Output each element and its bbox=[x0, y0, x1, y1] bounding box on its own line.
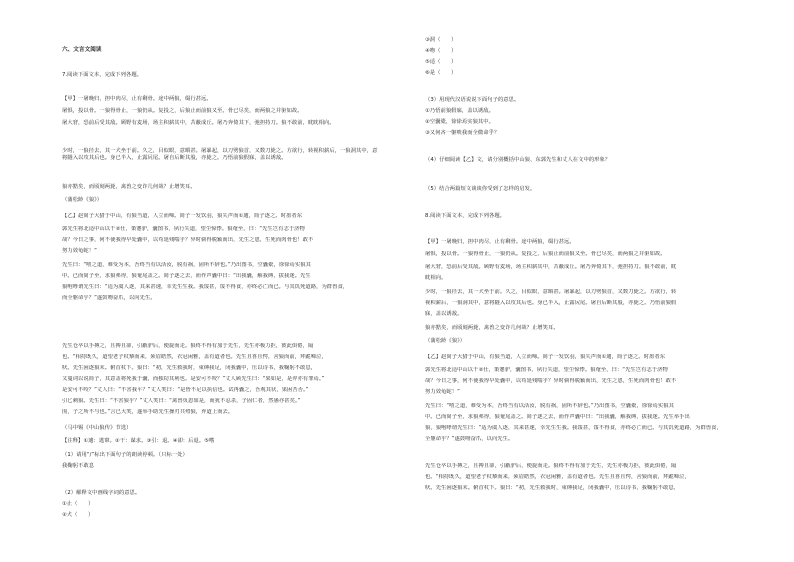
passage-yi-line: 又蔓词以说简子，其意盖将死我于囊，而独窃其利也。是安可不咬？”丈人顾先生曰：“果如是，是羿亦有罪焉。” bbox=[62, 376, 325, 382]
passage-jia-line: 视积薪后，一狼洞其中，意将隧入以攻其后也。身已半入，止露尻尾。屠自后断其股，亦毙之。乃悟前狼假 bbox=[425, 300, 677, 306]
section-title: 六、文言文阅读 bbox=[62, 47, 102, 53]
passage-yi-line: 吠。先生困逐狼末。俯首杖下。狼曰：“初，先生救我时，束缚我足，闭我囊中，压以诗书，我鞠躬不敢息， bbox=[62, 365, 317, 371]
passage-yi-line: 哉？今日之事，何不使我得早处囊中，以苟延残喘乎？异时倘得脱颖而出，先生之恩，生死而肉骨也！敢不 bbox=[62, 237, 314, 243]
passage-yi-line: 而全躯命乎？”遂鼓吻奋爪，以向先生。 bbox=[62, 295, 156, 301]
passage-jia-line: 狼亦黠矣，而顷刻两毙，禽兽之变诈几何哉？止增笑耳。 bbox=[62, 184, 196, 190]
passage-jia-line: 【甲】一屠晚归，担中肉尽，止有剩骨。途中两狼，缀行甚远。 bbox=[425, 239, 575, 245]
passage-jia-line: 屠惧，投以骨。一狼得骨止，一狼仍从。复投之，后狼止而前狼又至。骨已尽矣，而两狼之并驱如故。 bbox=[425, 251, 666, 257]
passage-yi-line: 努力效龟蛇！” bbox=[425, 389, 460, 395]
q3-item: ③又何吝一躯啖我而全微命乎？ bbox=[425, 130, 500, 136]
passage-jia-line: 屠大窘，恐前后受其敌。顾野有麦场，场主积薪其中，苫蔽成丘。屠乃奔倚其下，弛担持刀。狼不敢前，眈 bbox=[425, 264, 677, 270]
passage-yi-line: 先生曰：“嘻之道，难受为本，吾终当有以活汝，脱有祸，固所不辞也。”乃出图书，空囊橐，徐徐焉实狼其 bbox=[425, 403, 674, 409]
passage-jia-line: 眈相向。 bbox=[425, 275, 447, 281]
passage-yi-line: 先生仓卒以手搏之，且搏且卻，引蔽驴后，便旋而走。狼终不得有加于先生，先生亦极力拒，彼此俱倦，隔 bbox=[425, 463, 677, 469]
passage-yi-line: 【乙】赵简子大猎于中山，有狼当道，人立而啼。简子一发饮羽，狼失声而①逋，简子逐之。时墨者东 bbox=[425, 354, 666, 360]
q1-text: （1）请用“/”标出下面句子的朗读停顿。（只标一处） bbox=[62, 452, 188, 458]
passage-yi-line: 先生曰：“嘻之道，难受为本，吾终当有以活汝，脱有祸，固所不辞也。”乃出图书，空囊橐，徐徐焉实狼其 bbox=[62, 262, 311, 268]
passage-yi-line: 郭先生将北适中山以干②仕，策蹇驴，囊图书，夙行失道，望尘惊悸。狼奄至，曰：“先生岂有志于济物 bbox=[62, 226, 305, 232]
passage-yi-line: 围，子之所不与也。”言已大笑，遂举手助先生操刃共殪狼，弃道上而去。 bbox=[62, 409, 234, 415]
q2-text: （2）解释文中画线字词的意思。 bbox=[62, 490, 141, 496]
q7-prompt: 7.阅读下面文本，完成下列各题。 bbox=[62, 72, 143, 78]
passage-yi-line: 狼咆哮谓先生曰：“适为虞人逐，其来甚速，幸先生生我。我馁甚，馁不得食，亦终必亡而已。与其饥死道路，为群兽食， bbox=[62, 284, 349, 290]
passage-yi-line: 狼，狼咆哮谓先生曰：“适为虞人逐，其来甚速，幸先生生我。我馁甚，馁不得食，亦终必亡而已。与其饥死道路，为群兽食， bbox=[425, 425, 722, 431]
annotation-notes: 【注释】①逋：逃窜。②干：谋求。③引：退。④卻：后退。⑤嗜 bbox=[62, 438, 215, 444]
passage-yi-line: 先生仓卒以手搏之，且搏且卻，引蔽驴后，便旋而走。狼终不得有加于先生，先生亦极力拒，彼此俱倦，隔 bbox=[62, 343, 314, 349]
q5-text: （5）结合两篇短文谈谈你受到了怎样的启发。 bbox=[425, 186, 536, 192]
passage-jia-line: 少时，一狼径去，其一犬坐于前。久之，目似瞑，意暇甚。屠暴起，以刀劈狼首，又数刀毙之。方欲行，转视积薪后，一狼洞其中，意将隧入以攻其后也。身已半入，止露尻尾。屠自后断其股，亦毙之。乃悟前狼假寐，盖以诱敌。 bbox=[62, 148, 378, 161]
q2-item: ②犬（ ） bbox=[62, 512, 94, 518]
left-column bbox=[0, 0, 396, 562]
q1-sentence: 我鞠躬不敢息 bbox=[62, 463, 95, 469]
q2-item: ⑤适（ ） bbox=[425, 59, 457, 65]
right-column bbox=[398, 0, 794, 562]
passage-yi-line: 努力效龟蛇！” bbox=[62, 248, 97, 254]
q4-text: （4）仔细阅读【乙】文，请分别概括中山狼、东郭先生和丈人在文中的形象？ bbox=[425, 157, 611, 163]
q3-item: ①乃悟前狼假寐，盖以诱敌。 bbox=[425, 108, 494, 114]
passage-jia-line: 屠惧，投以骨。一狼得骨止，一狼仍从。复投之，后狼止而前狼又至。骨已尽矣，而两狼之并驱如故。 bbox=[62, 108, 303, 114]
q2-item: ③洞（ ） bbox=[425, 37, 457, 43]
passage-yi-line: 【乙】赵简子大猎于中山，有狼当道，人立而啼。简子一发饮羽，狼失声而①逋，简子逐之。时墨者东 bbox=[62, 213, 303, 219]
passage-yi-line: 哉？今日之事，何不使我得早处囊中，以苟延残喘乎？异时倘得脱颖而出，先生之恩，生死而肉骨也！敢不 bbox=[425, 378, 677, 384]
passage-yi-line: 中。已而简子至，求狼弗得，狼奄尾盖之。简子逐之去，而作声囊中曰：“出我囊，解我缚，拔我迷。先生举手出 bbox=[425, 414, 690, 420]
passage-yi-line: 中。已而简子至，求狼弗得，狼奄尾盖之。简子逐之去，而作声囊中曰：“出我囊，解我缚，拔我迷。先生 bbox=[62, 273, 311, 279]
passage-jia-line: 狼亦黠矣，而顷刻两毙，禽兽之变诈几何哉？止增笑耳。 bbox=[425, 325, 559, 331]
passage-jia-line: 少时，一狼径去，其一犬坐于前。久之，目似瞑，意暇甚。屠暴起，以刀劈狼首，又数刀毙之。方欲行，转 bbox=[425, 289, 677, 295]
q3-text: （3）用现代汉语说说下面句子的意思。 bbox=[425, 97, 520, 103]
passage-jia-line: 【甲】一屠晚归，担中肉尽，止有剩骨。途中两狼，缀行甚远。 bbox=[62, 96, 212, 102]
q3-item: ②空囊橐，徐徐焉实狼其中。 bbox=[425, 119, 494, 125]
passage-jia-line: 屠大窘，恐前后受其敌。顾野有麦场，场主积薪其中，苫蔽成丘。屠乃奔倚其下，弛担持刀。狼不敢前，眈眈相向。 bbox=[62, 120, 335, 126]
passage-yi-line: 也。“相持既久，道望老子杖藜而来，须眉皓然，衣冠闲雅，盖有道者也。先生且喜且愕，舍狼而前，拜跪啼泣， bbox=[425, 474, 690, 480]
q2-item: ⑥是（ ） bbox=[425, 70, 457, 76]
passage-yi-line: 也。“相持既久，道望老子杖藜而来，须眉皓然，衣冠闲雅，盖有道者也。先生且喜且愕，舍狼而前，拜跪啼泣， bbox=[62, 354, 327, 360]
q2-item: ④吻（ ） bbox=[425, 48, 457, 54]
passage-yi-line: 引匕刺狼。先生曰：“不害狼乎？”丈人笑曰：“禽兽负恩如是，而犹不忍杀，子固仁者，然愚亦甚矣。” bbox=[62, 398, 301, 404]
passage-jia-source: （蒲松龄《狼》） bbox=[62, 197, 103, 203]
passage-yi-line: 是安可不咬？”丈人曰：“不害我平？”丈人笑曰：“是皆不足以执信也。试再囊之，吾观其状，果困苦否。” bbox=[62, 387, 309, 393]
passage-yi-line: 全躯命乎？”遂鼓吻奋爪，以向先生。 bbox=[425, 436, 514, 442]
passage-yi-source: （马中锡《中山狼传》节选） bbox=[62, 425, 132, 431]
passage-yi-line: 吠。先生困逐狼末。俯首杖下。狼曰：“初，先生救我时，束缚我足，闭我囊中，压以诗书，我鞠躬不敢息， bbox=[425, 485, 680, 491]
q2-item: ①止（ ） bbox=[62, 501, 94, 507]
q8-prompt: 8.阅读下面文本，完成下列各题。 bbox=[425, 213, 506, 219]
passage-jia-line: 寐，盖以诱敌。 bbox=[425, 311, 463, 317]
passage-yi-line: 郭先生将北适中山以干②仕，策蹇驴，囊图书，夙行失道，望尘惊悸。狼奄至，曰：“先生岂有志于济物 bbox=[425, 367, 668, 373]
passage-jia-source: （蒲松龄《狼》） bbox=[425, 338, 466, 344]
